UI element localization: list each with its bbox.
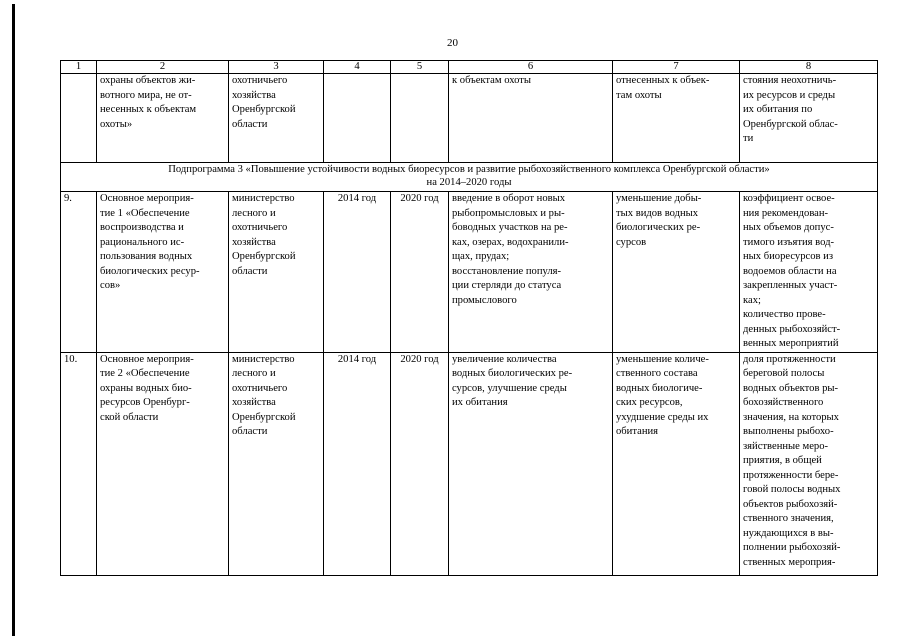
executor-cell <box>229 192 324 353</box>
column-number-row <box>61 61 878 74</box>
expected-result: увеличение количества водных биологических ре- сурсов, улучшение среды их обитания <box>452 353 573 408</box>
column-number: 2 <box>97 61 229 74</box>
column-number: 7 <box>613 61 740 74</box>
indicator-cell <box>740 192 878 353</box>
start-year: 2014 год <box>324 352 391 575</box>
binding-margin-line <box>12 4 15 636</box>
table-cell <box>391 74 449 163</box>
executor: министерство лесного и охотничьего хозяйства Оренбургской области <box>232 193 296 277</box>
page-number: 20 <box>447 37 458 49</box>
non-implementation-consequence: уменьшение количе- ственного состава водных биологиче- ских ресурсов, ухудшение среды их обитания <box>616 353 709 437</box>
table-cell <box>97 74 229 163</box>
row-number: 10. <box>61 352 97 575</box>
end-year: 2020 год <box>391 192 449 353</box>
table-row <box>61 192 878 353</box>
indicator-cell <box>740 352 878 575</box>
executor-cell <box>229 352 324 575</box>
event-name: Основное мероприя- тие 1 «Обеспечение воспроизводства и рационального ис- пользования водных биологических ресур- сов» <box>100 193 200 291</box>
linked-indicator: коэффициент освое- ния рекомендован- ных объемов допус- тимого изъятия вод- ных биоресурсов из водоемов области на закрепленных участ- ках; количество прове- денных рыбохозяйст- венных мероприятий <box>743 193 841 349</box>
result-continued: к объектам охоты <box>452 75 532 86</box>
table-cell <box>324 74 391 163</box>
table-cell <box>613 74 740 163</box>
table-cell <box>61 74 97 163</box>
subprogram-title: Подпрограмма 3 «Повышение устойчивости водных биоресурсов и развитие рыбохозяйственного комплекса Оренбургской области» на 2014–2020 годы <box>168 164 770 188</box>
subprogram-row <box>61 163 878 192</box>
column-number: 1 <box>61 61 97 74</box>
subprogram-title-cell <box>61 163 878 192</box>
row-number: 9. <box>61 192 97 353</box>
non-implementation-consequence: уменьшение добы- тых видов водных биологических ре- сурсов <box>616 193 702 248</box>
result-cell <box>449 192 613 353</box>
event-name: Основное мероприя- тие 2 «Обеспечение охраны водных био- ресурсов Оренбург- ской области <box>100 353 194 423</box>
program-events-table <box>60 60 878 576</box>
expected-result: введение в оборот новых рыбопромысловых и ры- боводных участков на ре- ках, озерах, водохранили- щах, прудах; восстановление популя- ции стерляди до статуса промыслового <box>452 193 569 306</box>
executor-continued: охотничьего хозяйства Оренбургской области <box>232 75 296 130</box>
table-row <box>61 352 878 575</box>
result-cell <box>449 352 613 575</box>
column-number: 5 <box>391 61 449 74</box>
column-number: 6 <box>449 61 613 74</box>
consequence-continued: отнесенных к объек- там охоты <box>616 75 710 101</box>
event-name-continued: охраны объектов жи- вотного мира, не от- несенных к объектам охоты» <box>100 75 197 130</box>
column-number: 8 <box>740 61 878 74</box>
linked-indicator: доля протяженности береговой полосы водных объектов ры- бохозяйственного значения, на которых выполнены рыбохо- зяйственные меро- приятия, в общей протяженности бере- говой полосы водных объектов рыбохозяй- ственного значения, нуждающихся в вы- полнении рыбохозяй- ственных мероприя- <box>743 353 841 568</box>
executor: министерство лесного и охотничьего хозяйства Оренбургской области <box>232 353 296 437</box>
column-number: 4 <box>324 61 391 74</box>
table-cell <box>229 74 324 163</box>
consequence-cell <box>613 352 740 575</box>
column-number: 3 <box>229 61 324 74</box>
start-year: 2014 год <box>324 192 391 353</box>
table-cell <box>449 74 613 163</box>
continuation-row <box>61 74 878 163</box>
event-cell <box>97 352 229 575</box>
table-cell <box>740 74 878 163</box>
end-year: 2020 год <box>391 352 449 575</box>
indicator-continued: стояния неохотничь- их ресурсов и среды их обитания по Оренбургской облас- ти <box>743 75 838 144</box>
event-cell <box>97 192 229 353</box>
consequence-cell <box>613 192 740 353</box>
